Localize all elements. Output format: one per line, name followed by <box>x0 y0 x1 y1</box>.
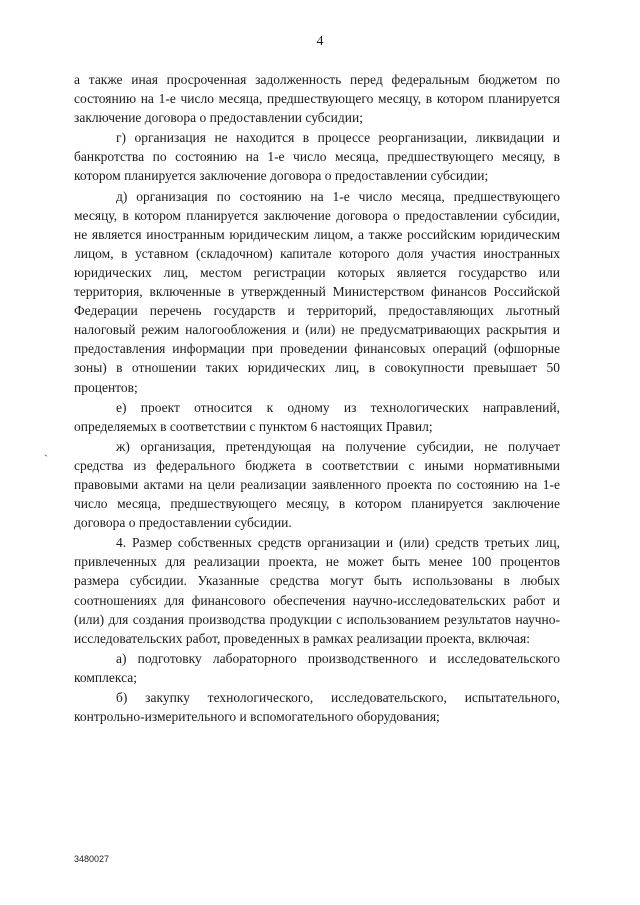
document-code: 3480027 <box>74 854 110 864</box>
scan-artifact-mark: ` <box>44 452 48 466</box>
paragraph-item-a: а) подготовку лабораторного производственного и исследовательского комплекса; <box>74 650 560 685</box>
paragraph-item-zh: ж) организация, претендующая на получение субсидии, не получает средства из федерального бюджета в соответствии с иными нормативными правовыми актами на цели реализации заявленного проекта по состоянию на 1-е число месяца, предшествующего месяцу, в котором планируется заключение договора о предоставлении субсидии. <box>74 438 560 531</box>
paragraph-item-e: е) проект относится к одному из технологических направлений, определяемых в соответствии с пунктом 6 настоящих Правил; <box>74 399 560 434</box>
document-body <box>74 70 560 726</box>
page-number: 4 <box>316 34 324 49</box>
paragraph-section-4: 4. Размер собственных средств организации и (или) средств третьих лиц, привлеченных для реализации проекта, не может быть менее 100 процентов размера субсидии. Указанные средства могут быть использованы в любых соотношениях для финансового обеспечения научно-исследовательских работ и (или) для создания производства продукции с использованием результатов научно-исследовательских работ, проведенных в рамках реализации проекта, включая: <box>74 535 560 646</box>
paragraph-item-g: г) организация не находится в процессе реорганизации, ликвидации и банкротства по состоянию на 1-е число месяца, предшествующего месяцу, в котором планируется заключение договора о предоставлении субсидии; <box>74 130 560 184</box>
paragraph-item-d: д) организация по состоянию на 1-е число месяца, предшествующего месяцу, в котором планируется заключение договора о предоставлении субсидии, не является иностранным юридическим лицом, а также российским юридическим лицом, в уставном (складочном) капитале которого доля участия иностранных юридических лиц, местом регистрации которых является государство или территория, включенные в утвержденный Министерством финансов Российской Федерации перечень государств и территорий, предоставляющих льготный налоговый режим налогообложения и (или) не предусматривающих раскрытия и предоставления информации при проведении финансовых операций (офшорные зоны) в отношении таких юридических лиц, в совокупности превышает 50 процентов; <box>74 188 560 395</box>
paragraph-item-b: б) закупку технологического, исследовательского, испытательного, контрольно-измерительного и вспомогательного оборудования; <box>74 690 560 725</box>
paragraph-debt-continuation: а также иная просроченная задолженность перед федеральным бюджетом по состоянию на 1-е число месяца, предшествующего месяцу, в котором планируется заключение договора о предоставлении субсидии; <box>74 72 560 126</box>
